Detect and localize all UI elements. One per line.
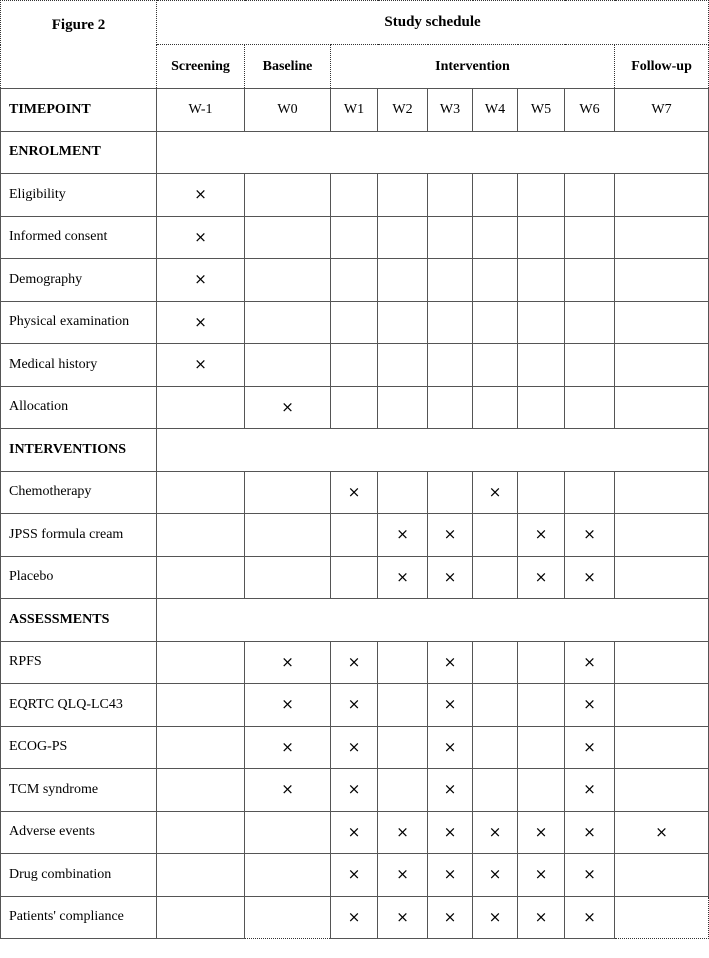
schedule-cell [518, 854, 565, 897]
schedule-cell [473, 641, 518, 684]
scheduled-mark: × [534, 567, 548, 586]
schedule-cell [473, 811, 518, 854]
schedule-cell [245, 344, 331, 387]
scheduled-mark: × [443, 567, 457, 586]
scheduled-mark: × [281, 695, 294, 714]
scheduled-mark: × [396, 525, 409, 544]
schedule-cell [245, 259, 331, 302]
activity-label: Patients' compliance [1, 896, 157, 939]
schedule-cell [428, 684, 473, 727]
schedule-cell [565, 769, 615, 812]
schedule-cell [565, 684, 615, 727]
schedule-cell [331, 471, 378, 514]
schedule-cell [615, 769, 709, 812]
schedule-cell [245, 514, 331, 557]
period-follow-up: Follow-up [615, 45, 709, 89]
schedule-cell [428, 726, 473, 769]
schedule-cell [473, 684, 518, 727]
activity-row [1, 514, 709, 557]
schedule-cell [615, 471, 709, 514]
scheduled-mark: × [281, 780, 294, 799]
schedule-cell [518, 301, 565, 344]
schedule-cell [473, 471, 518, 514]
schedule-cell [378, 301, 428, 344]
section-filler [157, 131, 709, 174]
scheduled-mark: × [194, 312, 207, 331]
schedule-cell [428, 259, 473, 302]
schedule-cell [615, 259, 709, 302]
scheduled-mark: × [583, 737, 596, 756]
activity-row [1, 769, 709, 812]
schedule-cell [378, 556, 428, 599]
schedule-cell [615, 811, 709, 854]
timepoint-cell: W5 [518, 89, 565, 132]
scheduled-mark: × [281, 652, 294, 671]
schedule-cell [473, 386, 518, 429]
schedule-cell [518, 811, 565, 854]
schedule-cell [428, 174, 473, 217]
schedule-cell [428, 386, 473, 429]
schedule-cell [157, 684, 245, 727]
schedule-cell [518, 386, 565, 429]
scheduled-mark: × [583, 695, 596, 714]
schedule-cell [565, 811, 615, 854]
schedule-cell [157, 811, 245, 854]
schedule-cell [245, 216, 331, 259]
activity-row [1, 174, 709, 217]
scheduled-mark: × [443, 695, 457, 714]
timepoint-cell: W3 [428, 89, 473, 132]
schedule-cell [245, 471, 331, 514]
table-title: Study schedule [157, 1, 709, 45]
schedule-cell [473, 301, 518, 344]
schedule-cell [378, 514, 428, 557]
activity-label: ECOG-PS [1, 726, 157, 769]
scheduled-mark: × [583, 567, 596, 586]
section-filler [157, 599, 709, 642]
schedule-cell [331, 556, 378, 599]
schedule-cell [615, 514, 709, 557]
activity-row [1, 259, 709, 302]
schedule-cell [473, 896, 518, 939]
timepoint-cell: W-1 [157, 89, 245, 132]
scheduled-mark: × [488, 482, 502, 501]
schedule-cell [378, 726, 428, 769]
schedule-cell [565, 301, 615, 344]
activity-row [1, 301, 709, 344]
schedule-cell [428, 471, 473, 514]
activity-row [1, 684, 709, 727]
scheduled-mark: × [443, 780, 457, 799]
schedule-cell [428, 216, 473, 259]
schedule-cell [565, 726, 615, 769]
scheduled-mark: × [443, 907, 457, 926]
schedule-cell [565, 514, 615, 557]
activity-label: Informed consent [1, 216, 157, 259]
schedule-cell [378, 684, 428, 727]
activity-label: Allocation [1, 386, 157, 429]
schedule-cell [565, 174, 615, 217]
section-row [1, 429, 709, 472]
scheduled-mark: × [443, 525, 457, 544]
schedule-cell [473, 344, 518, 387]
schedule-cell [157, 174, 245, 217]
schedule-cell [473, 174, 518, 217]
schedule-cell [245, 386, 331, 429]
schedule-cell [331, 684, 378, 727]
activity-row [1, 854, 709, 897]
scheduled-mark: × [194, 355, 207, 374]
schedule-cell [518, 896, 565, 939]
schedule-cell [473, 556, 518, 599]
scheduled-mark: × [396, 907, 409, 926]
schedule-cell [615, 386, 709, 429]
schedule-cell [615, 726, 709, 769]
section-row [1, 599, 709, 642]
schedule-cell [518, 471, 565, 514]
schedule-cell [331, 386, 378, 429]
schedule-cell [518, 514, 565, 557]
schedule-cell [518, 726, 565, 769]
schedule-cell [331, 174, 378, 217]
scheduled-mark: × [583, 907, 596, 926]
schedule-cell [245, 174, 331, 217]
scheduled-mark: × [396, 865, 409, 884]
timepoint-row [1, 89, 709, 132]
schedule-cell [331, 216, 378, 259]
schedule-cell [473, 259, 518, 302]
schedule-cell [428, 896, 473, 939]
timepoint-cell: W7 [615, 89, 709, 132]
scheduled-mark: × [347, 737, 361, 756]
schedule-cell [331, 301, 378, 344]
activity-label: EQRTC QLQ-LC43 [1, 684, 157, 727]
schedule-cell [428, 301, 473, 344]
schedule-cell [615, 896, 709, 939]
schedule-cell [565, 896, 615, 939]
scheduled-mark: × [396, 567, 409, 586]
schedule-cell [518, 259, 565, 302]
schedule-cell [157, 896, 245, 939]
schedule-cell [518, 344, 565, 387]
schedule-cell [331, 854, 378, 897]
schedule-cell [518, 641, 565, 684]
schedule-cell [157, 641, 245, 684]
schedule-cell [565, 556, 615, 599]
schedule-cell [378, 174, 428, 217]
schedule-cell [331, 259, 378, 302]
schedule-cell [157, 556, 245, 599]
schedule-cell [615, 854, 709, 897]
schedule-cell [615, 301, 709, 344]
schedule-cell [378, 896, 428, 939]
activity-label: JPSS formula cream [1, 514, 157, 557]
schedule-cell [245, 556, 331, 599]
schedule-cell [331, 344, 378, 387]
schedule-cell [245, 811, 331, 854]
activity-label: Adverse events [1, 811, 157, 854]
section-title: ENROLMENT [1, 131, 157, 174]
schedule-cell [378, 641, 428, 684]
timepoint-cell: W1 [331, 89, 378, 132]
schedule-cell [473, 769, 518, 812]
schedule-cell [157, 386, 245, 429]
schedule-cell [473, 514, 518, 557]
schedule-cell [157, 769, 245, 812]
schedule-cell [331, 641, 378, 684]
scheduled-mark: × [443, 652, 457, 671]
schedule-cell [378, 854, 428, 897]
schedule-cell [245, 854, 331, 897]
schedule-cell [378, 216, 428, 259]
scheduled-mark: × [443, 822, 457, 841]
schedule-cell [518, 769, 565, 812]
schedule-cell [157, 259, 245, 302]
scheduled-mark: × [281, 397, 294, 416]
schedule-cell [428, 811, 473, 854]
period-baseline: Baseline [245, 45, 331, 89]
schedule-cell [157, 301, 245, 344]
schedule-cell [245, 769, 331, 812]
section-title: INTERVENTIONS [1, 429, 157, 472]
activity-row [1, 556, 709, 599]
scheduled-mark: × [583, 525, 596, 544]
scheduled-mark: × [488, 822, 502, 841]
scheduled-mark: × [534, 865, 548, 884]
schedule-cell [565, 344, 615, 387]
schedule-cell [615, 684, 709, 727]
activity-label: Chemotherapy [1, 471, 157, 514]
schedule-cell [331, 726, 378, 769]
schedule-cell [518, 174, 565, 217]
scheduled-mark: × [655, 822, 668, 841]
timepoint-cell: W0 [245, 89, 331, 132]
scheduled-mark: × [583, 652, 596, 671]
schedule-cell [245, 684, 331, 727]
scheduled-mark: × [488, 907, 502, 926]
activity-row [1, 641, 709, 684]
schedule-cell [378, 769, 428, 812]
activity-row [1, 386, 709, 429]
schedule-cell [565, 216, 615, 259]
scheduled-mark: × [347, 822, 361, 841]
schedule-cell [245, 641, 331, 684]
activity-row [1, 216, 709, 259]
figure-label: Figure 2 [1, 1, 157, 89]
scheduled-mark: × [488, 865, 502, 884]
activity-label: Drug combination [1, 854, 157, 897]
activity-row [1, 471, 709, 514]
schedule-cell [331, 514, 378, 557]
schedule-cell [378, 386, 428, 429]
activity-row [1, 896, 709, 939]
schedule-cell [157, 854, 245, 897]
schedule-cell [428, 556, 473, 599]
scheduled-mark: × [583, 865, 596, 884]
scheduled-mark: × [194, 270, 207, 289]
schedule-cell [473, 216, 518, 259]
activity-label: Placebo [1, 556, 157, 599]
schedule-cell [565, 854, 615, 897]
schedule-cell [565, 259, 615, 302]
scheduled-mark: × [347, 780, 361, 799]
scheduled-mark: × [347, 865, 361, 884]
schedule-cell [615, 174, 709, 217]
period-screening: Screening [157, 45, 245, 89]
schedule-cell [518, 684, 565, 727]
schedule-cell [615, 344, 709, 387]
timepoint-cell: W2 [378, 89, 428, 132]
activity-label: Physical examination [1, 301, 157, 344]
schedule-cell [565, 471, 615, 514]
schedule-cell [428, 344, 473, 387]
activity-label: Medical history [1, 344, 157, 387]
schedule-cell [518, 216, 565, 259]
scheduled-mark: × [281, 737, 294, 756]
schedule-cell [473, 854, 518, 897]
schedule-cell [331, 811, 378, 854]
section-title: ASSESSMENTS [1, 599, 157, 642]
timepoint-cell: W4 [473, 89, 518, 132]
scheduled-mark: × [583, 822, 596, 841]
scheduled-mark: × [396, 822, 409, 841]
schedule-cell [428, 514, 473, 557]
schedule-cell [378, 344, 428, 387]
activity-label: RPFS [1, 641, 157, 684]
scheduled-mark: × [194, 185, 207, 204]
schedule-cell [245, 896, 331, 939]
scheduled-mark: × [347, 652, 361, 671]
schedule-cell [615, 216, 709, 259]
activity-row [1, 811, 709, 854]
timepoint-cell: W6 [565, 89, 615, 132]
scheduled-mark: × [443, 737, 457, 756]
schedule-cell [615, 556, 709, 599]
activity-label: Eligibility [1, 174, 157, 217]
schedule-cell [157, 514, 245, 557]
timepoint-label: TIMEPOINT [1, 89, 157, 132]
scheduled-mark: × [347, 907, 361, 926]
activity-label: TCM syndrome [1, 769, 157, 812]
activity-row [1, 726, 709, 769]
schedule-cell [157, 344, 245, 387]
schedule-cell [157, 216, 245, 259]
scheduled-mark: × [347, 482, 361, 501]
activity-row [1, 344, 709, 387]
period-intervention: Intervention [331, 45, 615, 89]
schedule-cell [331, 769, 378, 812]
schedule-cell [378, 811, 428, 854]
section-filler [157, 429, 709, 472]
scheduled-mark: × [534, 907, 548, 926]
section-row [1, 131, 709, 174]
scheduled-mark: × [534, 822, 548, 841]
schedule-cell [157, 726, 245, 769]
schedule-cell [378, 471, 428, 514]
schedule-cell [518, 556, 565, 599]
scheduled-mark: × [443, 865, 457, 884]
schedule-cell [245, 301, 331, 344]
schedule-cell [331, 896, 378, 939]
schedule-cell [565, 386, 615, 429]
schedule-cell [428, 769, 473, 812]
schedule-cell [428, 641, 473, 684]
activity-label: Demography [1, 259, 157, 302]
schedule-cell [378, 259, 428, 302]
scheduled-mark: × [347, 695, 361, 714]
schedule-cell [615, 641, 709, 684]
scheduled-mark: × [583, 780, 596, 799]
schedule-cell [157, 471, 245, 514]
schedule-cell [428, 854, 473, 897]
schedule-cell [473, 726, 518, 769]
scheduled-mark: × [534, 525, 548, 544]
schedule-cell [245, 726, 331, 769]
title-row [1, 1, 709, 45]
scheduled-mark: × [194, 227, 207, 246]
schedule-cell [565, 641, 615, 684]
